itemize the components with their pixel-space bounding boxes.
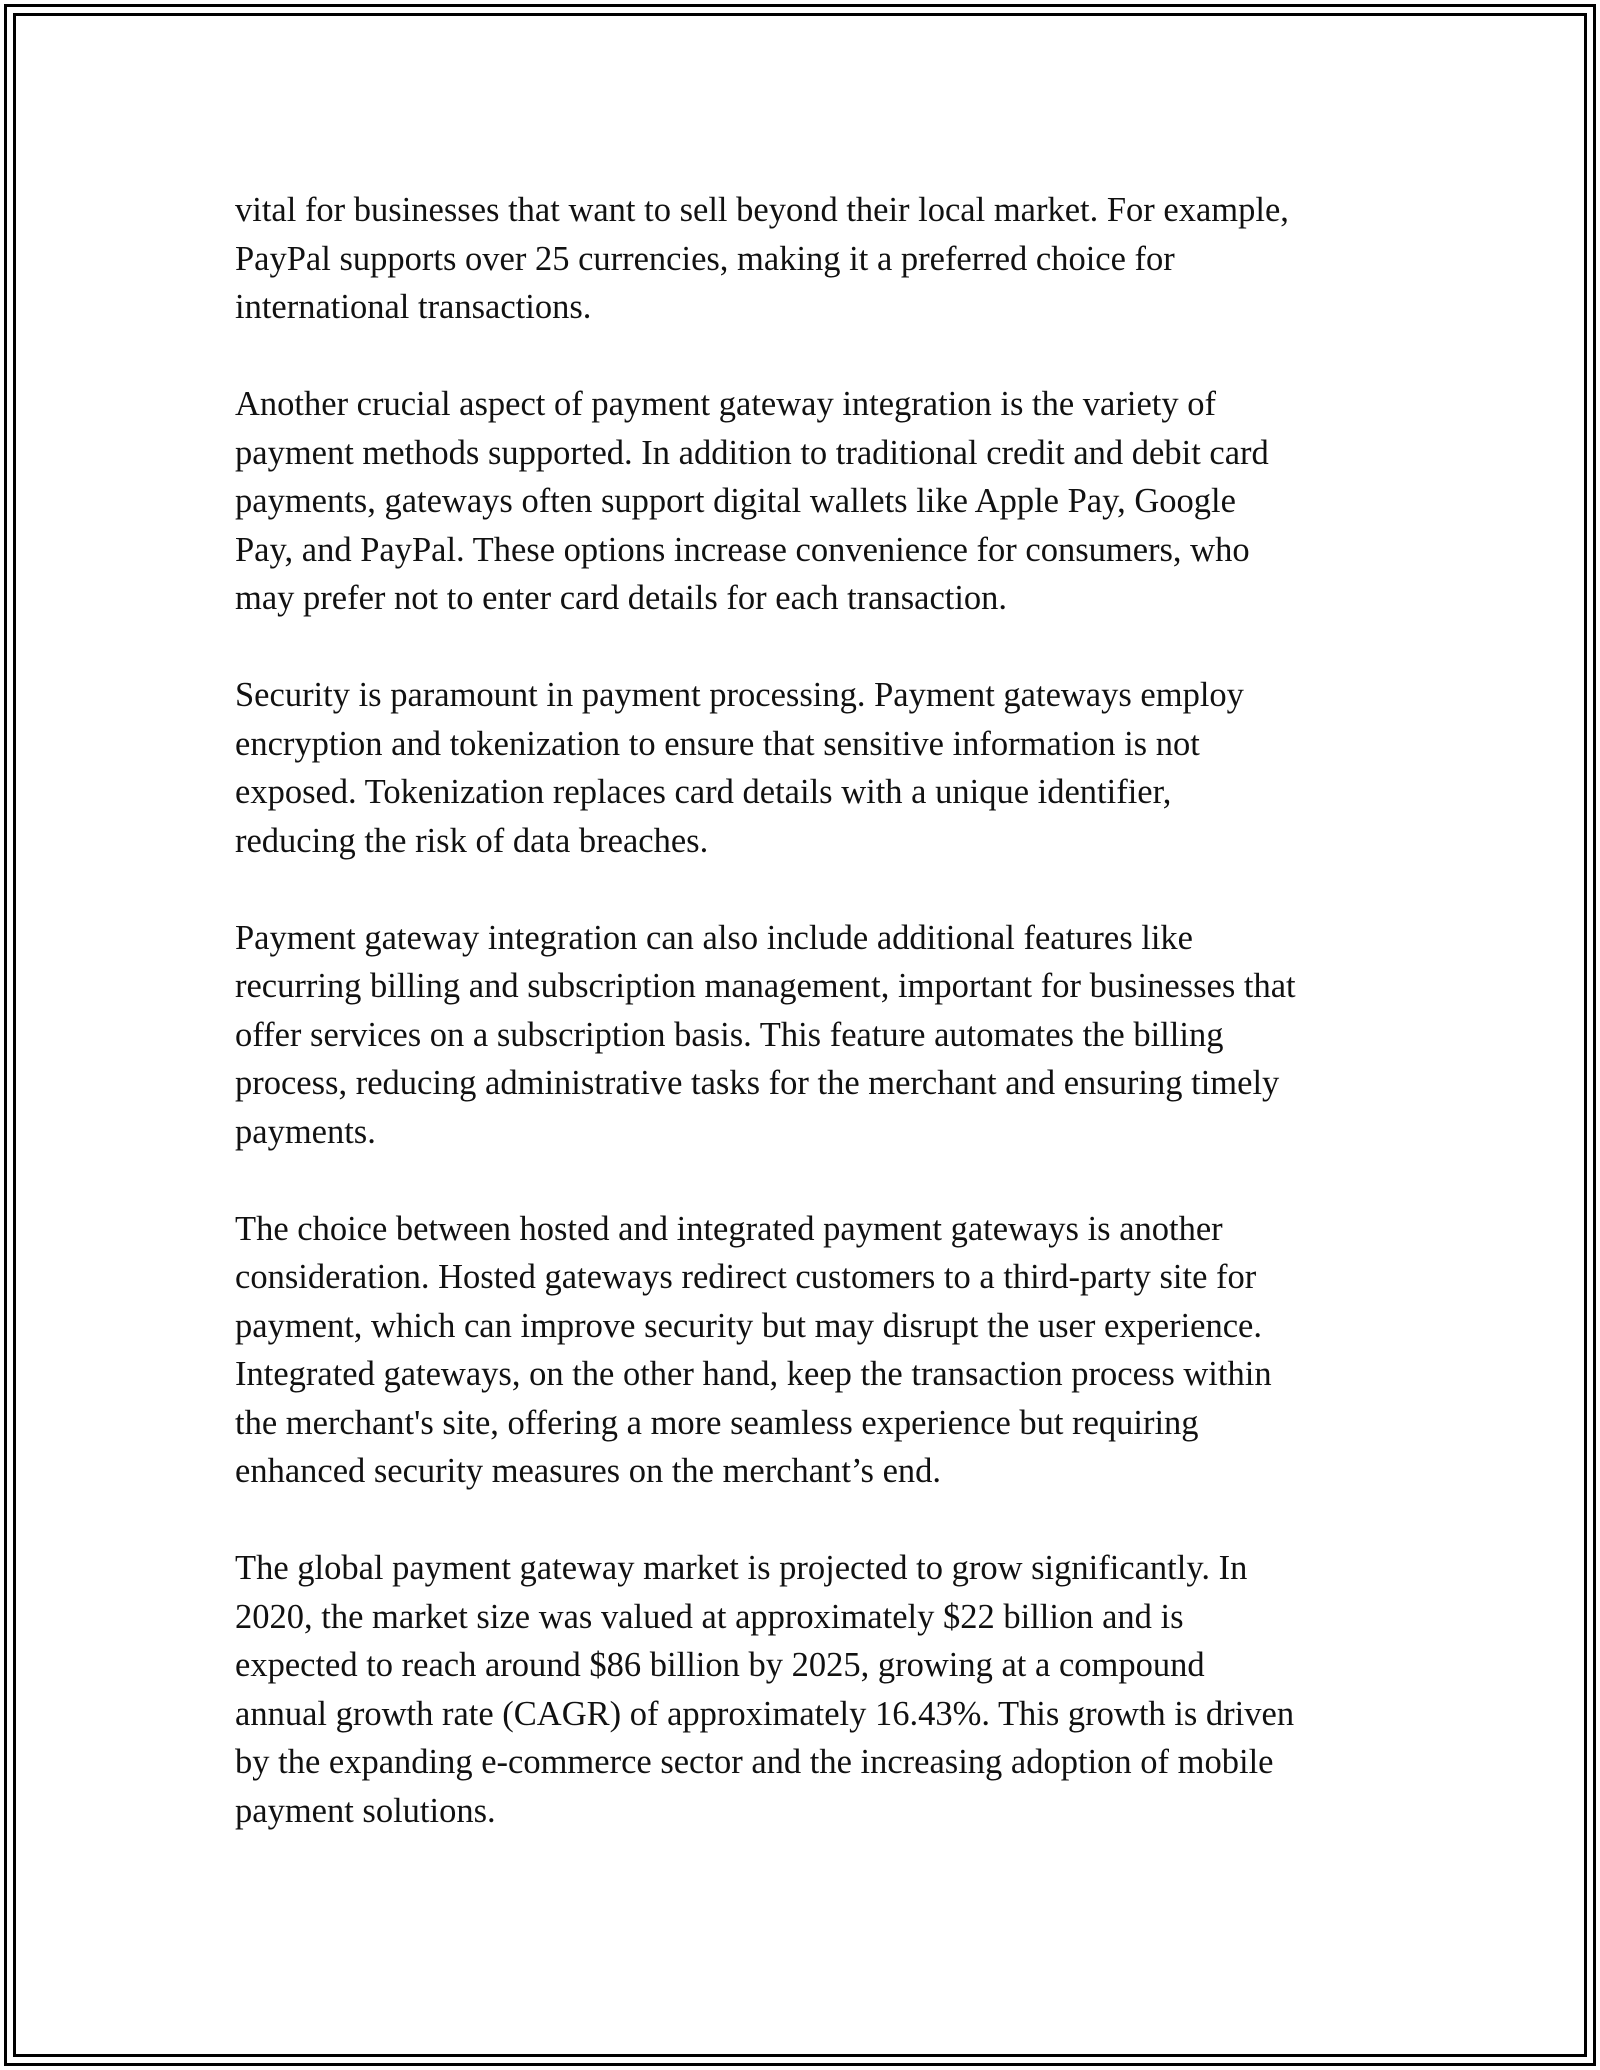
- paragraph-market-growth: The global payment gateway market is projected to grow significantly. In 2020, the market size was valued at approximately $22 billion and is expected to reach around $86 billion by 2025, growing at a compound annual growth rate (CAGR) of approximately 16.43%. This growth is driven by the expanding e-commerce sector and the increasing adoption of mobile payment solutions.: [235, 1549, 1295, 1830]
- paragraph-currency-support: vital for businesses that want to sell beyond their local market. For example, PayPal supports over 25 currencies, making it a preferred choice for international transactions.: [235, 191, 1289, 326]
- paragraph-recurring-billing: Payment gateway integration can also include additional features like recurring billing and subscription management, important for businesses that offer services on a subscription basis. This feature automates the billing process, reducing administrative tasks for the merchant and ensuring timely payments.: [235, 918, 1296, 1151]
- paragraph-security: Security is paramount in payment processing. Payment gateways employ encryption and tokenization to ensure that sensitive information is not exposed. Tokenization replaces card details with a unique identifier, reducing the risk of data breaches.: [235, 676, 1244, 860]
- document-body: [235, 186, 1375, 1884]
- paragraph-payment-methods: Another crucial aspect of payment gateway integration is the variety of payment methods supported. In addition to traditional credit and debit card payments, gateways often support digital wallets like Apple Pay, Google Pay, and PayPal. These options increase convenience for consumers, who may prefer not to enter card details for each transaction.: [235, 385, 1269, 617]
- paragraph-hosted-vs-integrated: The choice between hosted and integrated payment gateways is another consideration. Hosted gateways redirect customers to a third-party site for payment, which can improve security but may disrupt the user experience. Integrated gateways, on the other hand, keep the transaction process within the merchant's site, offering a more seamless experience but requiring enhanced security measures on the merchant’s end.: [235, 1209, 1272, 1490]
